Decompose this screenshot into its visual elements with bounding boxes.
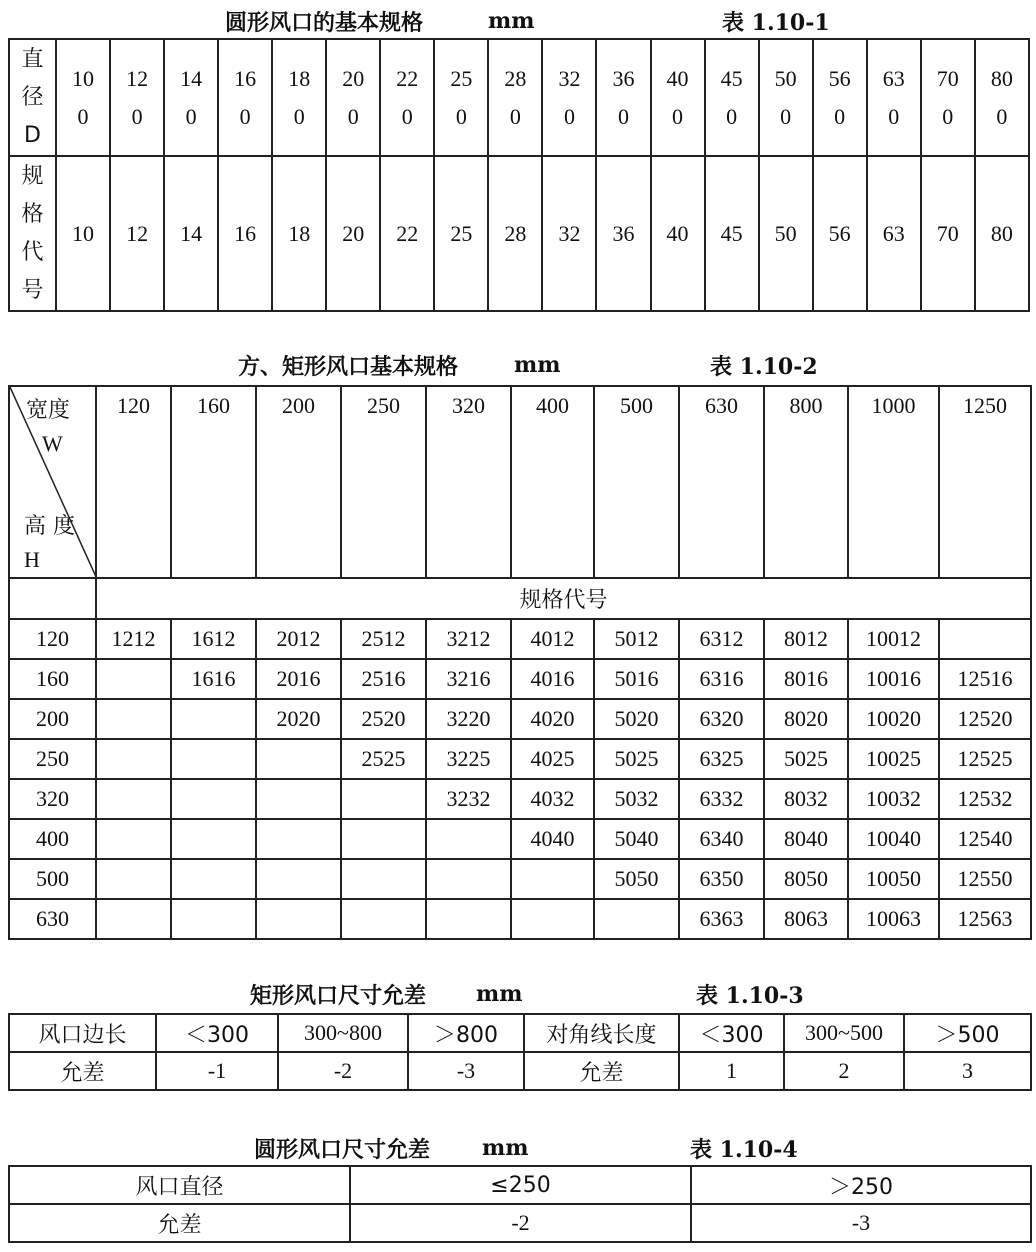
width-header: 630 xyxy=(679,386,764,578)
table3-title: 矩形风口尺寸允差 xyxy=(250,983,427,1009)
width-header: 400 xyxy=(511,386,594,578)
code-cell xyxy=(426,819,511,859)
code-cell xyxy=(171,899,256,939)
code-cell xyxy=(341,819,426,859)
table-row xyxy=(9,1204,1031,1242)
code-cell: 8016 xyxy=(764,659,848,699)
code-cell xyxy=(171,699,256,739)
table-row xyxy=(9,859,1031,899)
code-cell: 2520 xyxy=(341,699,426,739)
code-cell: 6340 xyxy=(679,819,764,859)
code-cell: 10016 xyxy=(848,659,939,699)
code-cell: 1212 xyxy=(96,619,171,659)
tolerance-cell: 允差 xyxy=(9,1052,156,1090)
table4-number: 表 1.10-4 xyxy=(690,1137,798,1163)
code-cell: 6363 xyxy=(679,899,764,939)
width-header: 200 xyxy=(256,386,341,578)
table-row xyxy=(9,1166,1031,1204)
corner-header xyxy=(9,386,96,578)
tolerance-cell: 2 xyxy=(784,1052,904,1090)
code-cell xyxy=(341,899,426,939)
tolerance-cell: 风口边长 xyxy=(9,1014,156,1052)
code-cell: 3220 xyxy=(426,699,511,739)
diameter-cell: 140 xyxy=(164,39,218,156)
width-header: 1000 xyxy=(848,386,939,578)
code-cell: 10025 xyxy=(848,739,939,779)
table-row xyxy=(9,1052,1031,1090)
code-cell: 6312 xyxy=(679,619,764,659)
code-cell: 3216 xyxy=(426,659,511,699)
code-cell: 5050 xyxy=(594,859,679,899)
tolerance-cell: ＞250 xyxy=(691,1166,1031,1204)
code-cell: 3212 xyxy=(426,619,511,659)
table-row xyxy=(9,659,1031,699)
table4-title: 圆形风口尺寸允差 xyxy=(254,1137,431,1163)
table3-unit: mm xyxy=(476,981,523,1007)
tolerance-cell: -3 xyxy=(691,1204,1031,1242)
code-cell: 4016 xyxy=(511,659,594,699)
code-label: 规格代号 xyxy=(96,578,1031,619)
width-header: 320 xyxy=(426,386,511,578)
height-cell: 200 xyxy=(9,699,96,739)
code-cell xyxy=(96,779,171,819)
tolerance-cell: ＜300 xyxy=(156,1014,278,1052)
height-cell: 320 xyxy=(9,779,96,819)
code-cell: 5025 xyxy=(764,739,848,779)
code-cell: 16 xyxy=(218,156,272,311)
diameter-cell: 120 xyxy=(110,39,164,156)
code-cell: 2512 xyxy=(341,619,426,659)
code-cell: 8050 xyxy=(764,859,848,899)
height-cell: 120 xyxy=(9,619,96,659)
code-cell xyxy=(256,859,341,899)
code-cell: 56 xyxy=(813,156,867,311)
diameter-cell: 360 xyxy=(596,39,650,156)
code-cell: 8063 xyxy=(764,899,848,939)
table4-unit: mm xyxy=(482,1135,529,1161)
code-cell: 8032 xyxy=(764,779,848,819)
diameter-cell: 450 xyxy=(705,39,759,156)
tolerance-cell: -1 xyxy=(156,1052,278,1090)
code-cell: 6350 xyxy=(679,859,764,899)
height-cell: 500 xyxy=(9,859,96,899)
tolerance-cell: ＞500 xyxy=(904,1014,1031,1052)
diameter-cell: 630 xyxy=(867,39,921,156)
code-cell: 6332 xyxy=(679,779,764,819)
width-header: 500 xyxy=(594,386,679,578)
code-cell: 40 xyxy=(651,156,705,311)
code-cell: 8040 xyxy=(764,819,848,859)
table2-number: 表 1.10-2 xyxy=(710,354,818,380)
code-cell xyxy=(511,899,594,939)
code-cell xyxy=(256,899,341,939)
code-cell xyxy=(341,859,426,899)
code-cell: 4025 xyxy=(511,739,594,779)
code-cell: 2012 xyxy=(256,619,341,659)
tolerance-cell: ＞800 xyxy=(408,1014,524,1052)
row-header-code: 规格代号 xyxy=(9,156,56,311)
code-cell xyxy=(256,819,341,859)
code-cell xyxy=(426,859,511,899)
code-cell xyxy=(96,899,171,939)
tolerance-cell: 风口直径 xyxy=(9,1166,350,1204)
code-cell: 5012 xyxy=(594,619,679,659)
table-rect-outlet-specs xyxy=(8,385,1032,940)
table2-unit: mm xyxy=(514,352,561,378)
height-label: 高 度 xyxy=(24,514,75,539)
code-cell: 2516 xyxy=(341,659,426,699)
diameter-cell: 700 xyxy=(921,39,975,156)
table-row xyxy=(9,619,1031,659)
tolerance-cell: 300~500 xyxy=(784,1014,904,1052)
code-cell: 28 xyxy=(488,156,542,311)
code-cell: 12520 xyxy=(939,699,1031,739)
diameter-cell: 320 xyxy=(542,39,596,156)
table-round-tolerance xyxy=(8,1165,1032,1243)
code-cell: 12516 xyxy=(939,659,1031,699)
code-cell: 5040 xyxy=(594,819,679,859)
code-cell xyxy=(256,739,341,779)
code-cell: 3225 xyxy=(426,739,511,779)
row-header-diameter: 直径D xyxy=(9,39,56,156)
table-row xyxy=(9,699,1031,739)
diameter-cell: 180 xyxy=(272,39,326,156)
code-cell xyxy=(171,859,256,899)
code-cell: 6325 xyxy=(679,739,764,779)
code-cell xyxy=(171,819,256,859)
width-symbol: W xyxy=(42,431,63,456)
table-row xyxy=(9,819,1031,859)
code-cell: 5025 xyxy=(594,739,679,779)
code-cell: 25 xyxy=(434,156,488,311)
code-cell: 32 xyxy=(542,156,596,311)
code-cell: 63 xyxy=(867,156,921,311)
code-cell: 10 xyxy=(56,156,110,311)
table2-title: 方、矩形风口基本规格 xyxy=(238,354,459,380)
code-cell xyxy=(171,739,256,779)
table-row xyxy=(9,1014,1031,1052)
code-cell xyxy=(171,779,256,819)
diameter-cell: 800 xyxy=(975,39,1029,156)
diameter-cell: 100 xyxy=(56,39,110,156)
table3-number: 表 1.10-3 xyxy=(696,983,804,1009)
code-cell: 10012 xyxy=(848,619,939,659)
tolerance-cell: ＜300 xyxy=(679,1014,784,1052)
tolerance-cell: -2 xyxy=(350,1204,691,1242)
width-header: 250 xyxy=(341,386,426,578)
code-cell: 50 xyxy=(759,156,813,311)
code-cell xyxy=(594,899,679,939)
tolerance-cell: 1 xyxy=(679,1052,784,1090)
table-row xyxy=(9,899,1031,939)
width-header: 160 xyxy=(171,386,256,578)
tolerance-cell: 允差 xyxy=(524,1052,679,1090)
code-cell: 12525 xyxy=(939,739,1031,779)
code-cell xyxy=(511,859,594,899)
code-cell: 2525 xyxy=(341,739,426,779)
tolerance-cell: 允差 xyxy=(9,1204,350,1242)
table1-unit: mm xyxy=(488,8,535,34)
code-cell: 5032 xyxy=(594,779,679,819)
diameter-cell: 220 xyxy=(380,39,434,156)
code-cell: 20 xyxy=(326,156,380,311)
height-cell: 630 xyxy=(9,899,96,939)
code-cell xyxy=(426,899,511,939)
height-cell: 400 xyxy=(9,819,96,859)
code-cell: 4032 xyxy=(511,779,594,819)
tolerance-cell: ≤250 xyxy=(350,1166,691,1204)
tolerance-cell: 300~800 xyxy=(278,1014,408,1052)
code-cell: 8012 xyxy=(764,619,848,659)
width-header: 120 xyxy=(96,386,171,578)
diameter-cell: 280 xyxy=(488,39,542,156)
code-cell: 4012 xyxy=(511,619,594,659)
width-label: 宽度 xyxy=(26,398,71,423)
code-cell: 10020 xyxy=(848,699,939,739)
code-cell xyxy=(96,739,171,779)
code-cell: 10032 xyxy=(848,779,939,819)
code-cell xyxy=(96,859,171,899)
code-cell xyxy=(96,699,171,739)
code-cell: 14 xyxy=(164,156,218,311)
code-cell xyxy=(256,779,341,819)
code-cell: 12 xyxy=(110,156,164,311)
tolerance-cell: 3 xyxy=(904,1052,1031,1090)
code-cell xyxy=(341,779,426,819)
code-cell: 70 xyxy=(921,156,975,311)
code-cell: 4020 xyxy=(511,699,594,739)
diameter-cell: 560 xyxy=(813,39,867,156)
code-cell xyxy=(96,819,171,859)
table-row xyxy=(9,739,1031,779)
code-cell: 12532 xyxy=(939,779,1031,819)
code-cell: 80 xyxy=(975,156,1029,311)
code-cell: 12563 xyxy=(939,899,1031,939)
table-round-outlet-specs xyxy=(8,38,1030,312)
code-cell: 5016 xyxy=(594,659,679,699)
code-cell: 36 xyxy=(596,156,650,311)
tolerance-cell: -2 xyxy=(278,1052,408,1090)
code-cell: 2016 xyxy=(256,659,341,699)
code-cell: 3232 xyxy=(426,779,511,819)
code-cell: 4040 xyxy=(511,819,594,859)
height-cell: 160 xyxy=(9,659,96,699)
height-symbol: H xyxy=(24,547,40,572)
diameter-cell: 250 xyxy=(434,39,488,156)
code-cell: 1616 xyxy=(171,659,256,699)
code-cell: 6320 xyxy=(679,699,764,739)
tolerance-cell: 对角线长度 xyxy=(524,1014,679,1052)
diameter-cell: 400 xyxy=(651,39,705,156)
table-row xyxy=(9,779,1031,819)
code-cell: 12550 xyxy=(939,859,1031,899)
tolerance-cell: -3 xyxy=(408,1052,524,1090)
code-cell: 1612 xyxy=(171,619,256,659)
code-cell: 12540 xyxy=(939,819,1031,859)
code-cell xyxy=(96,659,171,699)
code-cell: 22 xyxy=(380,156,434,311)
table1-title: 圆形风口的基本规格 xyxy=(225,10,424,36)
width-header: 1250 xyxy=(939,386,1031,578)
code-cell: 18 xyxy=(272,156,326,311)
code-cell: 8020 xyxy=(764,699,848,739)
code-cell: 10050 xyxy=(848,859,939,899)
table-rect-tolerance xyxy=(8,1013,1032,1091)
code-cell: 5020 xyxy=(594,699,679,739)
code-cell: 2020 xyxy=(256,699,341,739)
diameter-cell: 160 xyxy=(218,39,272,156)
code-cell: 45 xyxy=(705,156,759,311)
height-cell: 250 xyxy=(9,739,96,779)
diameter-cell: 200 xyxy=(326,39,380,156)
code-cell: 10040 xyxy=(848,819,939,859)
table1-number: 表 1.10-1 xyxy=(722,10,830,36)
width-header: 800 xyxy=(764,386,848,578)
code-cell xyxy=(939,619,1031,659)
code-cell: 6316 xyxy=(679,659,764,699)
diameter-cell: 500 xyxy=(759,39,813,156)
code-cell: 10063 xyxy=(848,899,939,939)
